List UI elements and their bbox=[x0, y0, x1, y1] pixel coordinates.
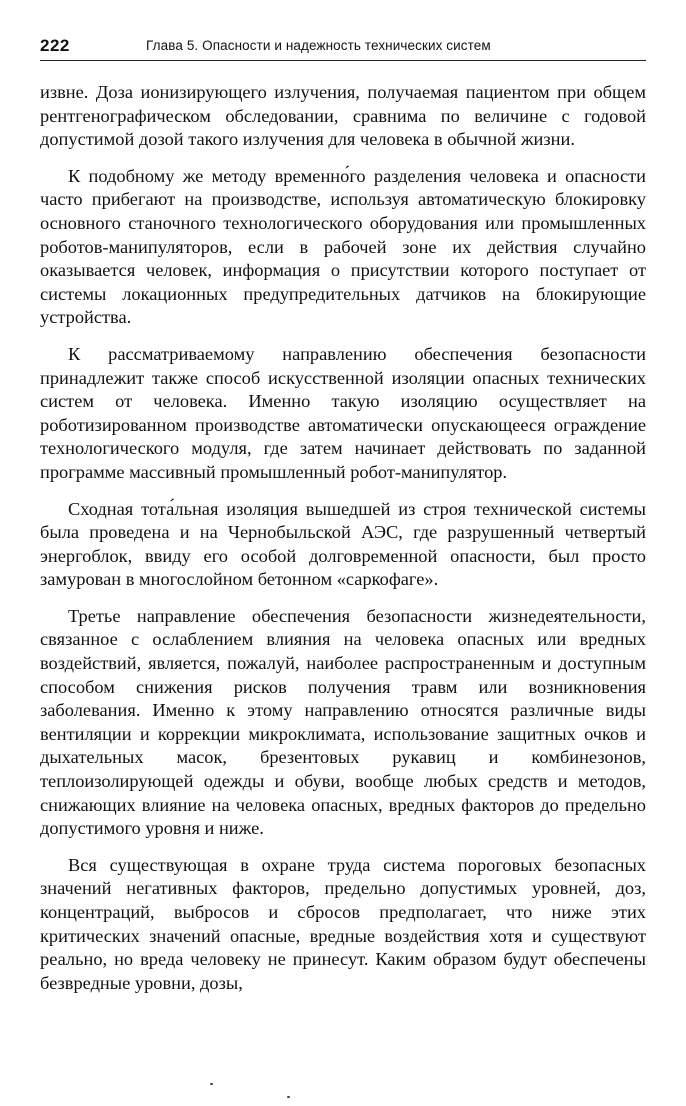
scan-speck bbox=[210, 1083, 213, 1085]
paragraph-continued: извне. Доза ионизирующего излучения, получаемая пациентом при общем рентгенографическом обследовании, сравнима по величине с годовой допустимой дозой такого излучения для человека в обычной жизни. bbox=[40, 82, 646, 150]
scan-speck bbox=[287, 1096, 290, 1098]
paragraph: К рассматриваемому направлению обеспечения безопасности принадлежит также способ искусственной изоляции опасных технических систем от человека. Именно такую изоляцию осуществляет на роботизированном производстве автоматически опускающееся ограждение технологического модуля, где затем начинает действовать по заданной программе массивный промышленный робот-манипулятор. bbox=[40, 343, 646, 482]
paragraph: Вся существующая в охране труда система пороговых безопасных значений негативных факторов, предельно допустимых уровней, доз, концентраций, выбросов и сбросов предполагает, что ниже этих критических значений опасные, вредные воздействия хотя и существуют реально, но вреда человеку не принесут. Каким образом будут обеспечены безвредные уровни, дозы, bbox=[40, 854, 646, 993]
paragraph: К подобному же методу временно́го разделения человека и опасности часто прибегают на производстве, используя автоматическую блокировку основного станочного технологического оборудования или промышленных роботов-манипуляторов, если в рабочей зоне их действия случайно оказывается человек, информация о присутствии которого поступает от системы локационных предупредительных датчиков на блокирующие устройства. bbox=[40, 165, 646, 328]
page-number: 222 bbox=[40, 36, 70, 55]
book-page bbox=[40, 34, 646, 1094]
page-header bbox=[40, 34, 646, 61]
paragraph: Третье направление обеспечения безопасности жизнедеятельности, связанное с ослаблением влияния на человека опасных или вредных воздействий, является, пожалуй, наиболее распространенным и доступным способом снижения рисков получения травм или возникновения заболевания. Именно к этому направлению относятся различные виды вентиляции и коррекции микроклимата, использование защитных очков и дыхательных масок, брезентовых рукавиц и комбинезонов, теплоизолирующей одежды и обуви, вообще любых средств и методов, снижающих влияние на человека опасных, вредных факторов до предельно допустимого уровня и ниже. bbox=[40, 605, 646, 839]
running-head: Глава 5. Опасности и надежность технических систем bbox=[146, 38, 491, 53]
body-text bbox=[40, 81, 646, 995]
paragraph: Сходная тота́льная изоляция вышедшей из строя технической системы была проведена и на Чернобыльской АЭС, где разрушенный четвертый энергоблок, ввиду его особой долговременной опасности, был просто замурован в многослойном бетонном «саркофаге». bbox=[40, 498, 646, 590]
